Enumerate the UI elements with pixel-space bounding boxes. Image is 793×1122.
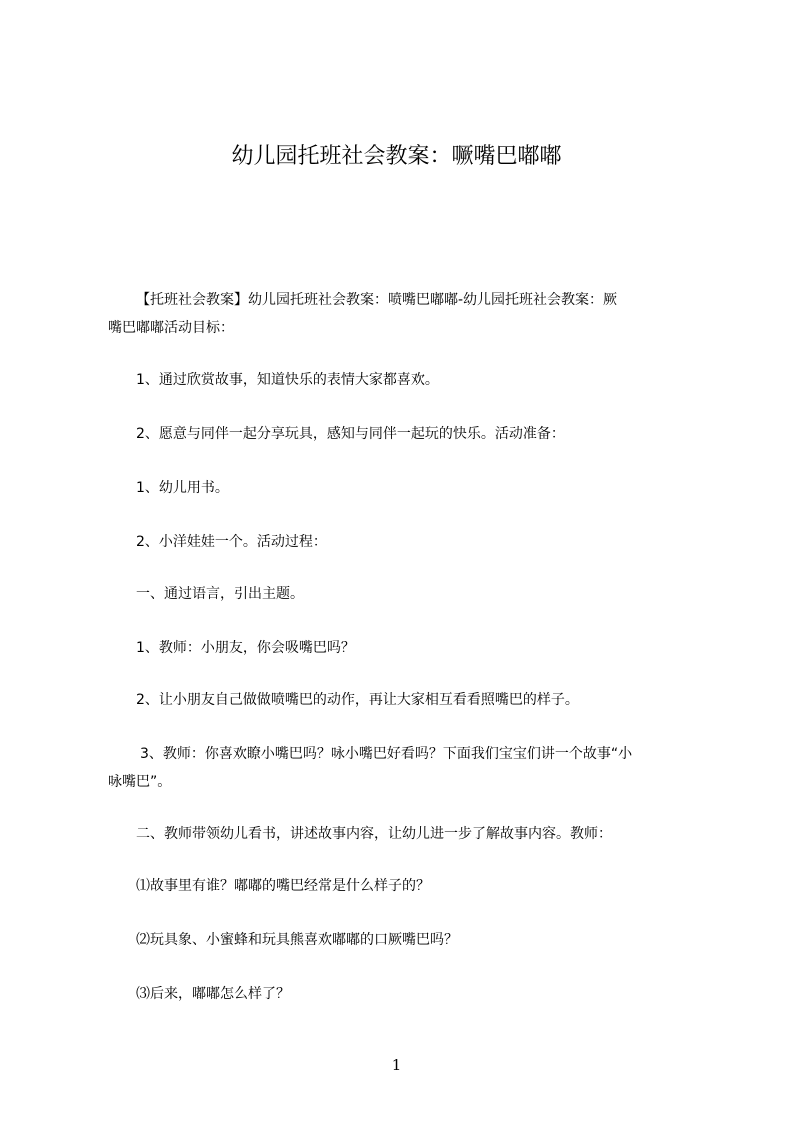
paragraph-1-line-1: 【托班社会教案】幼儿园托班社会教案：喷嘴巴嘟嘟-幼儿园托班社会教案：厥 [136, 292, 618, 308]
paragraph-step-1-3-line-1: 3、教师：你喜欢瞭小嘴巴吗？咏小嘴巴好看吗？下面我们宝宝们讲一个故事“小 [140, 746, 633, 762]
paragraph-step-1-1: 1、教师：小朋友，你会吸嘴巴吗？ [136, 640, 355, 656]
paragraph-question-3: ⑶后来，嘟嘟怎么样了？ [136, 986, 290, 1002]
paragraph-question-1: ⑴故事里有谁？嘟嘟的嘴巴经常是什么样子的？ [136, 878, 430, 894]
page-title: 幼儿园托班社会教案：噘嘴巴嘟嘟 [231, 144, 562, 169]
paragraph-goal-2: 2、愿意与同伴一起分享玩具，感知与同伴一起玩的快乐。活动准备： [136, 426, 565, 442]
paragraph-1-line-2: 嘴巴嘟嘟活动目标： [108, 320, 234, 336]
paragraph-step-1-2: 2、让小朋友自己做做喷嘴巴的动作，再让大家相互看看照嘴巴的样子。 [136, 692, 579, 708]
paragraph-goal-1: 1、通过欣赏故事，知道快乐的表情大家都喜欢。 [136, 372, 439, 388]
paragraph-question-2: ⑵玩具象、小蜜蜂和玩具熊喜欢嘟嘟的口厥嘴巴吗？ [136, 932, 458, 948]
paragraph-prep-1: 1、幼儿用书。 [136, 480, 229, 496]
paragraph-prep-2: 2、小洋娃娃一个。活动过程： [136, 534, 327, 550]
page-number: 1 [391, 1056, 402, 1074]
paragraph-step-1: 一、通过语言，引出主题。 [136, 586, 304, 602]
paragraph-step-2: 二、教师带领幼儿看书，讲述故事内容，让幼儿进一步了解故事内容。教师： [136, 826, 612, 842]
paragraph-step-1-3-line-2: 咏嘴巴”。 [108, 774, 172, 790]
